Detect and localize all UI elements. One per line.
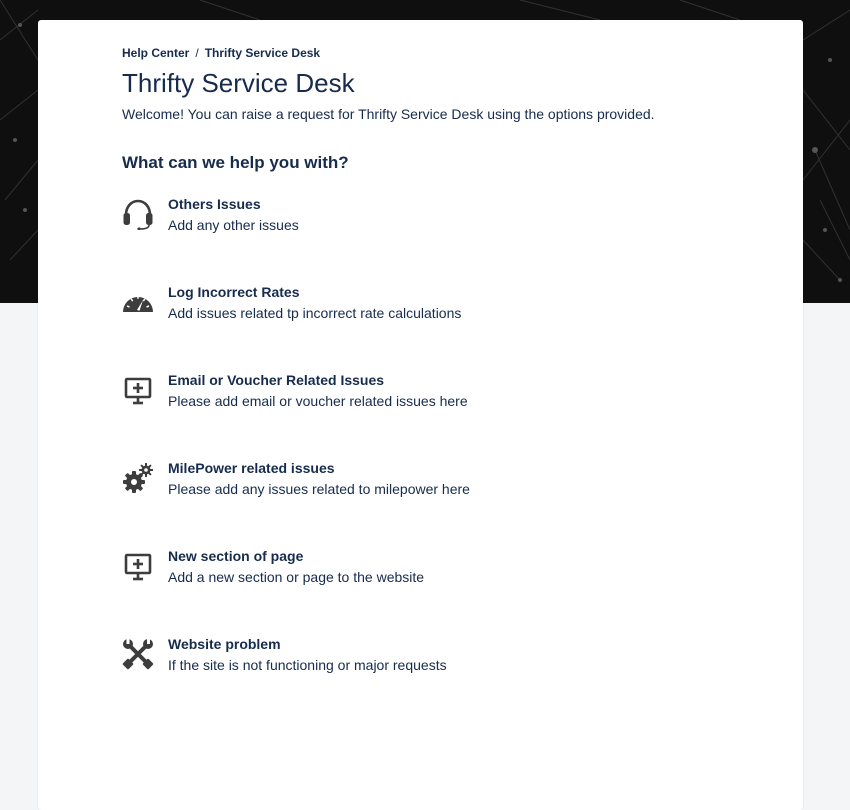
monitor-plus-icon [122,550,154,582]
help-heading: What can we help you with? [122,153,349,172]
welcome-message: Welcome! You can raise a request for Thrifty Service Desk using the options provided. [122,106,655,122]
request-type-email-voucher[interactable] [122,372,722,432]
request-description: Add any other issues [168,217,299,233]
request-title: New section of page [168,548,304,564]
breadcrumb-separator: / [195,46,199,60]
request-title: MilePower related issues [168,460,335,476]
request-description: Add a new section or page to the website [168,569,425,585]
request-description: Please add any issues related to milepower here [168,481,470,497]
tools-icon [122,638,154,670]
breadcrumb [122,46,320,60]
request-title: Email or Voucher Related Issues [168,372,385,388]
request-type-website-problem[interactable] [122,636,722,696]
request-type-others-issues[interactable] [122,196,722,256]
request-title: Log Incorrect Rates [168,284,300,300]
request-type-milepower[interactable] [122,460,722,520]
page-title: Thrifty Service Desk [122,68,355,98]
gears-icon [122,462,154,494]
main-card [38,20,803,810]
speedometer-icon [122,286,154,318]
breadcrumb-current-link[interactable]: Thrifty Service Desk [204,46,321,60]
breadcrumb-help-center-link[interactable]: Help Center [122,46,190,60]
request-title: Website problem [168,636,281,652]
request-description: Please add email or voucher related issues here [168,393,468,409]
request-description: If the site is not functioning or major requests [168,657,447,673]
headset-icon [122,198,154,230]
request-type-log-incorrect-rates[interactable] [122,284,722,344]
request-type-new-section[interactable] [122,548,722,608]
request-description: Add issues related tp incorrect rate calculations [168,305,462,321]
request-title: Others Issues [168,196,261,212]
monitor-plus-icon [122,374,154,406]
